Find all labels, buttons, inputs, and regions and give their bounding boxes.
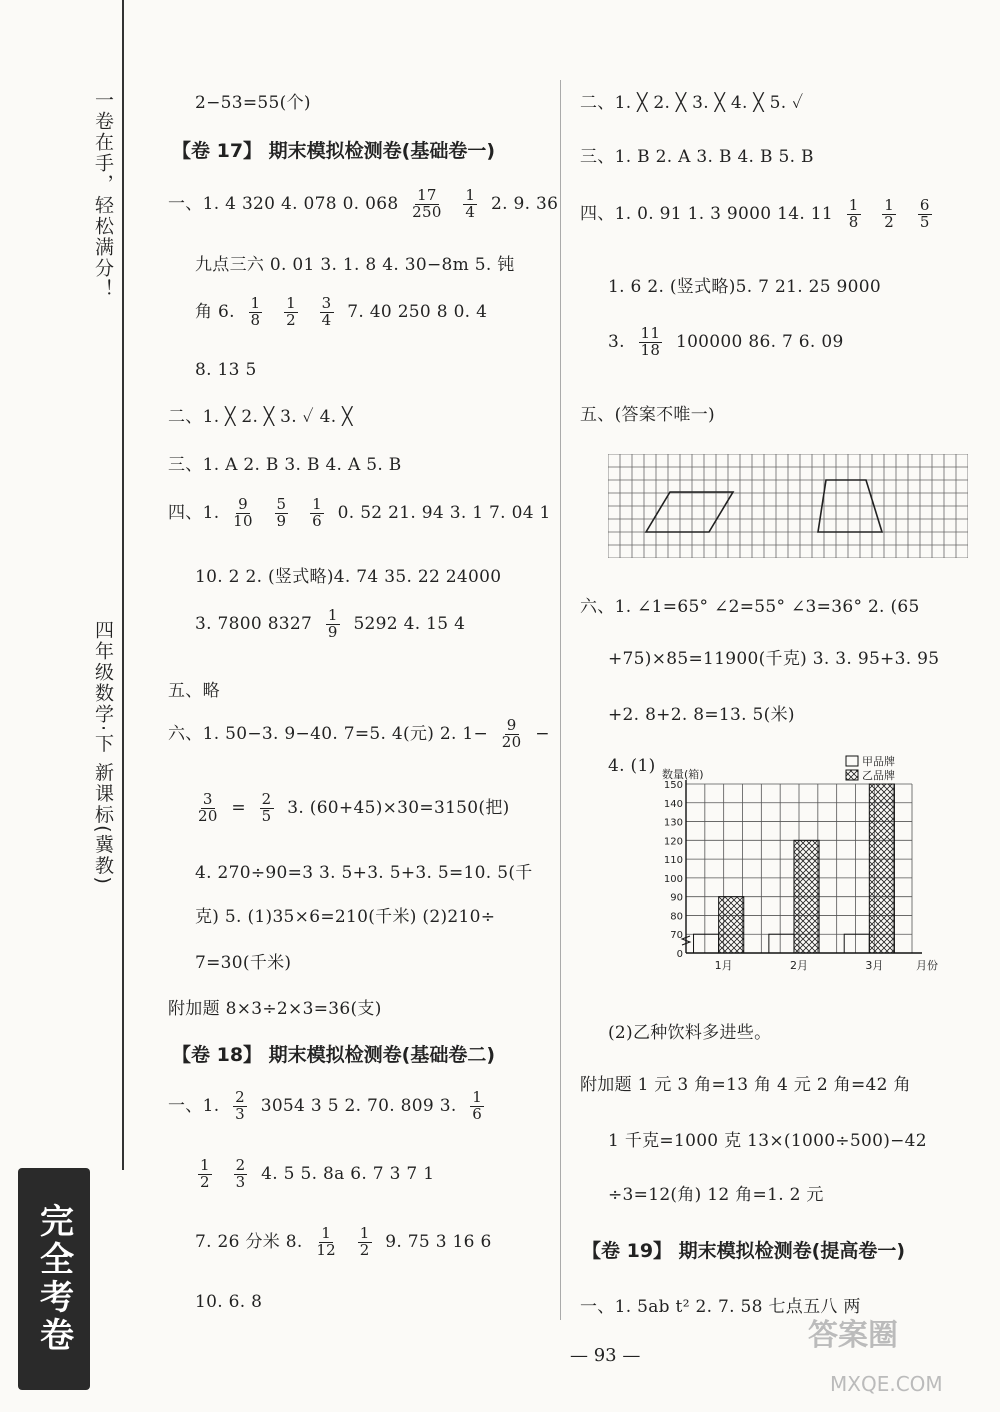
line: 六、1. ∠1=65° ∠2=55° ∠3=36° 2. (65 — [580, 597, 920, 617]
numerator: 1 — [465, 186, 476, 204]
y-axis-label: 数量(箱) — [662, 768, 704, 781]
y-tick-label: 120 — [663, 836, 683, 848]
x-axis-label: 月份 — [916, 959, 938, 972]
denominator: 6 — [472, 1104, 483, 1123]
line: 4. 270÷90=3 3. 5+3. 5+3. 5=10. 5(千 — [195, 863, 533, 883]
text: 0. 52 21. 94 3. 1 7. 04 1 — [337, 502, 551, 523]
text: 一、1. — [168, 1095, 220, 1116]
fraction — [502, 718, 522, 751]
line: 附加题 1 元 3 角=13 角 4 元 2 角=42 角 — [580, 1075, 911, 1095]
text: − — [535, 723, 550, 744]
denominator: 20 — [198, 806, 218, 825]
line — [190, 792, 510, 825]
denominator: 250 — [412, 202, 442, 221]
line: 九点三六 0. 01 3. 1. 8 4. 30−8m 5. 钝 — [195, 255, 515, 275]
fraction — [320, 296, 334, 329]
axis-break — [682, 936, 690, 945]
line: 10. 6. 8 — [195, 1292, 263, 1312]
legend-swatch — [846, 756, 858, 766]
line: 三、1. A 2. B 3. B 4. A 5. B — [168, 455, 402, 475]
legend-swatch — [846, 770, 858, 780]
denominator: 8 — [848, 212, 859, 231]
line — [608, 326, 844, 359]
denominator: 4 — [321, 310, 332, 329]
denominator: 5 — [261, 806, 272, 825]
legend-label: 甲品牌 — [862, 755, 895, 768]
watermark-url: MXQE.COM — [830, 1372, 943, 1396]
line — [195, 1226, 492, 1259]
section-header: 【卷 19】 期末模拟检测卷(提高卷一) — [582, 1240, 906, 1262]
text: 100000 86. 7 6. 09 — [675, 331, 844, 352]
y-tick-label: 140 — [663, 798, 683, 810]
line: 五、(答案不唯一) — [580, 405, 715, 425]
y-tick-label: 70 — [670, 930, 683, 942]
text: 3. (60+45)×30=3150(把) — [287, 797, 510, 818]
denominator: 5 — [919, 212, 930, 231]
numerator: 2 — [235, 1088, 245, 1106]
fraction — [470, 1090, 484, 1123]
y-tick-label: 100 — [663, 873, 683, 885]
y-tick-label: 110 — [663, 855, 683, 867]
text: 3. 7800 8327 — [195, 613, 313, 634]
line: 二、1. ╳ 2. ╳ 3. ╳ 4. ╳ 5. ✓ — [580, 93, 804, 113]
line — [168, 1090, 492, 1123]
fraction — [463, 188, 477, 221]
numerator: 1 — [884, 196, 895, 214]
numerator: 1 — [321, 1224, 332, 1242]
numerator: 3 — [202, 790, 213, 808]
fraction — [326, 608, 340, 641]
numerator: 2 — [261, 790, 272, 808]
fraction — [249, 296, 263, 329]
fraction — [847, 198, 861, 231]
numerator: 9 — [506, 716, 517, 734]
line: +75)×85=11900(千克) 3. 3. 95+3. 95 — [608, 649, 940, 669]
side-rule — [122, 0, 124, 1170]
denominator: 4 — [465, 202, 476, 221]
y-tick-label: 90 — [670, 892, 683, 904]
text: 六、1. 50−3. 9−40. 7=5. 4(元) 2. 1− — [168, 723, 489, 744]
numerator: 1 — [312, 495, 322, 513]
x-tick-label: 3月 — [865, 959, 884, 972]
denominator: 10 — [233, 511, 253, 530]
column-divider — [560, 80, 561, 1320]
line: 三、1. B 2. A 3. B 4. B 5. B — [580, 147, 814, 167]
line: (2)乙种饮料多进些。 — [608, 1023, 772, 1043]
grid-drawing — [608, 454, 968, 558]
text: 四、1. — [168, 502, 220, 523]
denominator: 6 — [312, 511, 322, 530]
section-header: 【卷 17】 期末模拟检测卷(基础卷一) — [172, 140, 496, 162]
fraction — [260, 792, 274, 825]
denominator: 20 — [501, 732, 522, 751]
line — [580, 198, 940, 231]
numerator: 1 — [250, 294, 261, 312]
line: 克) 5. (1)35×6=210(千米) (2)210÷ — [195, 907, 496, 927]
brand-logo — [18, 1168, 90, 1390]
denominator: 2 — [884, 212, 895, 231]
text: = — [231, 797, 246, 818]
text: 3. — [608, 331, 625, 352]
line — [190, 1158, 434, 1191]
fraction — [310, 497, 324, 530]
denominator: 9 — [276, 511, 287, 530]
text: 角 6. — [195, 301, 235, 322]
bar-jia — [769, 934, 794, 953]
numerator: 3 — [321, 294, 332, 312]
denominator: 2 — [359, 1240, 370, 1259]
slogan: 一卷在手，轻松满分！ — [92, 90, 114, 300]
numerator: 1 — [359, 1224, 370, 1242]
text: 3054 3 5 2. 70. 809 3. — [260, 1095, 457, 1116]
line: 1 千克=1000 克 13×(1000÷500)−42 — [608, 1131, 927, 1151]
brand-logo-text: 完全考卷 — [33, 1203, 74, 1355]
line: +2. 8+2. 8=13. 5(米) — [608, 705, 795, 725]
y-tick-label: 0 — [676, 949, 683, 960]
parallelogram-shape — [646, 492, 733, 532]
text: 7. 40 250 8 0. 4 — [347, 301, 488, 322]
watermark-logo: 答案圈 — [808, 1318, 898, 1353]
text: 一、1. 4 320 4. 078 0. 068 — [168, 193, 399, 214]
y-tick-label: 80 — [670, 911, 683, 923]
y-tick-label: 130 — [663, 817, 683, 829]
denominator: 9 — [327, 622, 338, 641]
text: 9. 75 3 16 6 — [385, 1231, 492, 1252]
line: 附加题 8×3÷2×3=36(支) — [168, 999, 382, 1019]
section-header: 【卷 18】 期末模拟检测卷(基础卷二) — [172, 1044, 496, 1066]
text: 2. 9. 36 — [490, 193, 559, 214]
denominator: 2 — [286, 310, 296, 329]
denominator: 8 — [250, 310, 261, 329]
bar-chart — [650, 750, 950, 982]
bar-jia — [694, 934, 719, 953]
line: 7=30(千米) — [195, 953, 292, 973]
bar-yi — [794, 840, 819, 953]
numerator: 2 — [235, 1156, 246, 1174]
line — [168, 718, 550, 751]
fraction — [882, 198, 896, 231]
fraction — [284, 296, 298, 329]
text: 4. 5 5. 8a 6. 7 3 7 1 — [261, 1163, 435, 1184]
bar-yi — [869, 784, 894, 953]
numerator: 9 — [238, 495, 248, 513]
numerator: 6 — [919, 196, 930, 214]
line — [168, 497, 551, 530]
fraction — [275, 497, 289, 530]
page-number: — 93 — — [570, 1345, 641, 1366]
bar-yi — [719, 897, 744, 953]
numerator: 11 — [640, 324, 661, 342]
numerator: 1 — [327, 606, 338, 624]
line: 1. 6 2. (竖式略)5. 7 21. 25 9000 — [608, 277, 882, 297]
line — [195, 296, 487, 329]
line: 2−53=55(个) — [195, 93, 311, 113]
fraction — [198, 1158, 212, 1191]
numerator: 1 — [848, 196, 859, 214]
y-tick-label: 150 — [663, 780, 683, 791]
fraction — [234, 1158, 248, 1191]
denominator: 3 — [235, 1172, 246, 1191]
denominator: 3 — [235, 1104, 245, 1123]
bar-jia — [844, 934, 869, 953]
book-title: 四年级数学·下 新课标(冀教) — [92, 620, 114, 886]
x-tick-label: 1月 — [714, 959, 733, 972]
denominator: 2 — [200, 1172, 210, 1191]
line: 10. 2 2. (竖式略)4. 74 35. 22 24000 — [195, 567, 502, 587]
fraction — [233, 1090, 247, 1123]
legend-label: 乙品牌 — [862, 769, 895, 782]
text: 5292 4. 15 4 — [353, 613, 466, 634]
numerator: 1 — [200, 1156, 210, 1174]
fraction — [198, 792, 218, 825]
line: 五、略 — [168, 681, 220, 701]
line: 二、1. ╳ 2. ╳ 3. ✓ 4. ╳ — [168, 407, 353, 427]
fraction — [316, 1226, 336, 1259]
text: 7. 26 分米 8. — [195, 1231, 303, 1252]
fraction — [639, 326, 663, 359]
text: 四、1. 0. 91 1. 3 9000 14. 11 — [580, 203, 833, 224]
line: 4. (1) — [608, 756, 656, 776]
numerator: 5 — [276, 495, 287, 513]
numerator: 1 — [286, 294, 296, 312]
line — [168, 188, 558, 221]
line: ÷3=12(角) 12 角=1. 2 元 — [608, 1185, 824, 1205]
numerator: 1 — [472, 1088, 483, 1106]
line — [195, 608, 465, 641]
line: 8. 13 5 — [195, 360, 257, 380]
numerator: 17 — [417, 186, 437, 204]
fraction — [412, 188, 442, 221]
denominator: 18 — [640, 340, 661, 359]
fraction — [358, 1226, 372, 1259]
fraction — [918, 198, 932, 231]
fraction — [233, 497, 253, 530]
line: 一、1. 5ab t² 2. 7. 58 七点五八 两 — [580, 1297, 861, 1317]
denominator: 12 — [316, 1240, 336, 1259]
x-tick-label: 2月 — [790, 959, 808, 972]
